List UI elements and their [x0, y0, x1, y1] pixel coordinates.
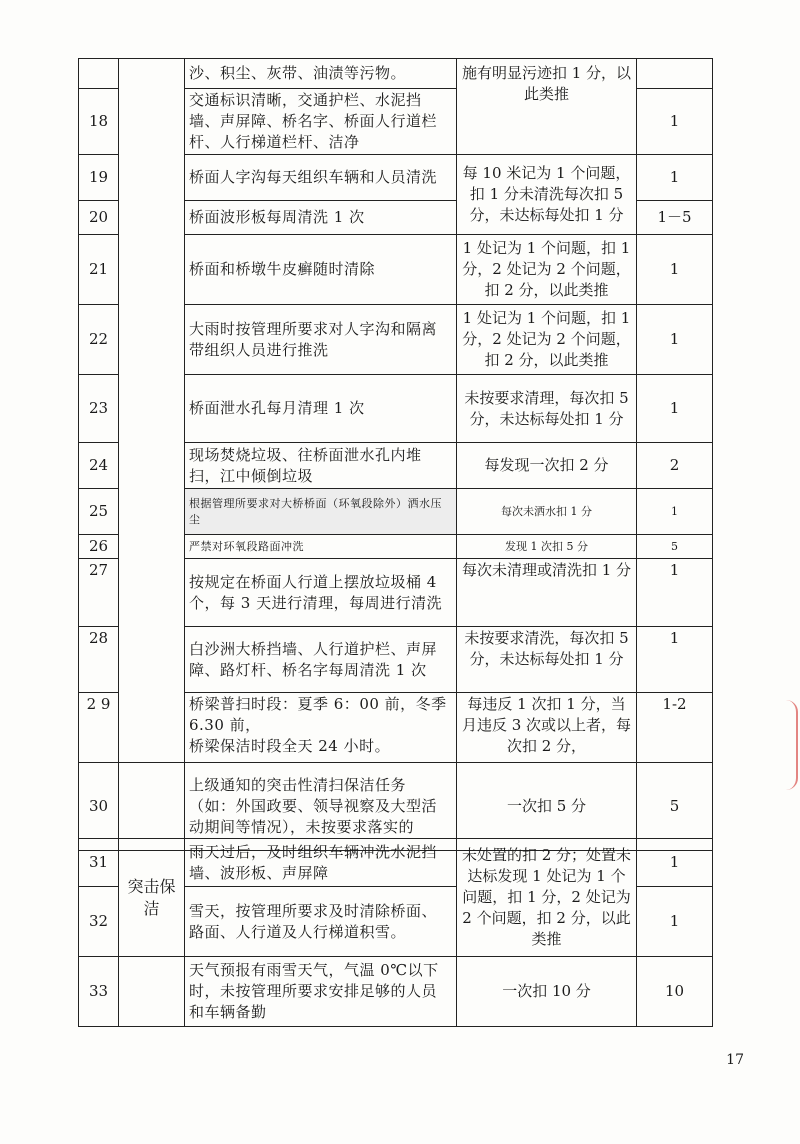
- table-row: [79, 957, 713, 1027]
- row-description: 交通标识清晰，交通护栏、水泥挡墙、声屏障、桥名字、桥面人行道栏杆、人行梯道栏杆、洁净: [185, 89, 457, 155]
- row-description: 桥面人字沟每天组织车辆和人员清洗: [185, 155, 457, 201]
- row-deduction-rule: 每次未洒水扣 1 分: [457, 489, 637, 535]
- row-number: 2 9: [79, 693, 119, 763]
- category-cell-blank-bottom: [119, 957, 185, 1027]
- row-deduction-rule: 施有明显污迹扣 1 分，以此类推: [457, 59, 637, 155]
- row-number: 25: [79, 489, 119, 535]
- row-score: 1: [637, 489, 713, 535]
- row-description: 大雨时按管理所要求对人字沟和隔离带组织人员进行推洗: [185, 305, 457, 375]
- row-score: 1: [637, 627, 713, 693]
- row-deduction-rule: 1 处记为 1 个问题，扣 1 分，2 处记为 2 个问题，扣 2 分，以此类推: [457, 235, 637, 305]
- row-number: 20: [79, 201, 119, 235]
- cleaning-standards-table-lower: [78, 838, 713, 1027]
- row-number: 30: [79, 763, 119, 851]
- row-number: 26: [79, 535, 119, 559]
- category-emergency-cleaning: 突击保洁: [119, 839, 185, 957]
- row-description: 白沙洲大桥挡墙、人行道护栏、声屏障、路灯杆、桥名字每周清洗 1 次: [185, 627, 457, 693]
- row-deduction-rule: 未按要求清理，每次扣 5 分，未达标每处扣 1 分: [457, 375, 637, 443]
- row-deduction-rule: 一次扣 5 分: [457, 763, 637, 851]
- row-score: 1: [637, 305, 713, 375]
- row-score: 5: [637, 763, 713, 851]
- row-deduction-rule: 每 10 米记为 1 个问题，扣 1 分未清洗每次扣 5 分，未达标每处扣 1 分: [457, 155, 637, 235]
- page-number: 17: [726, 1052, 744, 1068]
- table-row: [79, 839, 713, 887]
- row-description: 按规定在桥面人行道上摆放垃圾桶 4 个，每 3 天进行清理，每周进行清洗: [185, 559, 457, 627]
- row-score: [637, 59, 713, 89]
- row-deduction-rule: 每违反 1 次扣 1 分，当月违反 3 次或以上者，每次扣 2 分，: [457, 693, 637, 763]
- row-description: 上级通知的突击性清扫保洁任务（如：外国政要、领导视察及大型活动期间等情况），未按要求落实的: [185, 763, 457, 851]
- row-number: 27: [79, 559, 119, 627]
- row-description: 现场焚烧垃圾、往桥面泄水孔内堆扫，江中倾倒垃圾: [185, 443, 457, 489]
- row-description: 天气预报有雨雪天气，气温 0℃以下时，未按管理所要求安排足够的人员和车辆备勤: [185, 957, 457, 1027]
- row-score: 1: [637, 887, 713, 957]
- row-deduction-rule: 未处置的扣 2 分；处置未达标发现 1 处记为 1 个问题，扣 1 分，2 处记为 2 个问题，扣 2 分，以此类推: [457, 839, 637, 957]
- row-score: 1－5: [637, 201, 713, 235]
- row-score: 1: [637, 235, 713, 305]
- row-description: 桥面和桥墩牛皮癣随时清除: [185, 235, 457, 305]
- row-description: 严禁对环氧段路面冲洗: [185, 535, 457, 559]
- row-score: 1: [637, 89, 713, 155]
- category-cell-blank: [119, 59, 185, 763]
- row-deduction-rule: 1 处记为 1 个问题，扣 1 分，2 处记为 2 个问题，扣 2 分，以此类推: [457, 305, 637, 375]
- cleaning-standards-table: [78, 58, 713, 851]
- row-score: 2: [637, 443, 713, 489]
- row-number: 19: [79, 155, 119, 201]
- row-score: 1: [637, 155, 713, 201]
- row-number: 23: [79, 375, 119, 443]
- row-number: 31: [79, 839, 119, 887]
- row-description: 桥面波形板每周清洗 1 次: [185, 201, 457, 235]
- row-number: 33: [79, 957, 119, 1027]
- row-description: 雪天，按管理所要求及时清除桥面、路面、人行道及人行梯道积雪。: [185, 887, 457, 957]
- row-description: 雨天过后，及时组织车辆冲洗水泥挡墙、波形板、声屏障: [185, 839, 457, 887]
- red-seal-edge: [786, 700, 798, 790]
- row-number: [79, 59, 119, 89]
- row-number: 28: [79, 627, 119, 693]
- row-number: 24: [79, 443, 119, 489]
- row-deduction-rule: 一次扣 10 分: [457, 957, 637, 1027]
- row-score: 1: [637, 839, 713, 887]
- row-deduction-rule: 未按要求清洗，每次扣 5 分，未达标每处扣 1 分: [457, 627, 637, 693]
- table-row: [79, 59, 713, 89]
- row-deduction-rule: 每发现一次扣 2 分: [457, 443, 637, 489]
- row-number: 21: [79, 235, 119, 305]
- row-score: 1: [637, 375, 713, 443]
- row-description: 桥面泄水孔每月清理 1 次: [185, 375, 457, 443]
- row-description: 沙、积尘、灰带、油渍等污物。: [185, 59, 457, 89]
- row-score: 5: [637, 535, 713, 559]
- row-score: 1-2: [637, 693, 713, 763]
- row-description: 桥梁普扫时段：夏季 6：00 前，冬季 6.30 前， 桥梁保洁时段全天 24 小时。: [185, 693, 457, 763]
- row-score: 1: [637, 559, 713, 627]
- row-number: 18: [79, 89, 119, 155]
- row-deduction-rule: 每次未清理或清洗扣 1 分: [457, 559, 637, 627]
- row-number: 32: [79, 887, 119, 957]
- row-number: 22: [79, 305, 119, 375]
- row-score: 10: [637, 957, 713, 1027]
- row-deduction-rule: 发现 1 次扣 5 分: [457, 535, 637, 559]
- row-description: 根据管理所要求对大桥桥面（环氧段除外）洒水压尘: [185, 489, 457, 535]
